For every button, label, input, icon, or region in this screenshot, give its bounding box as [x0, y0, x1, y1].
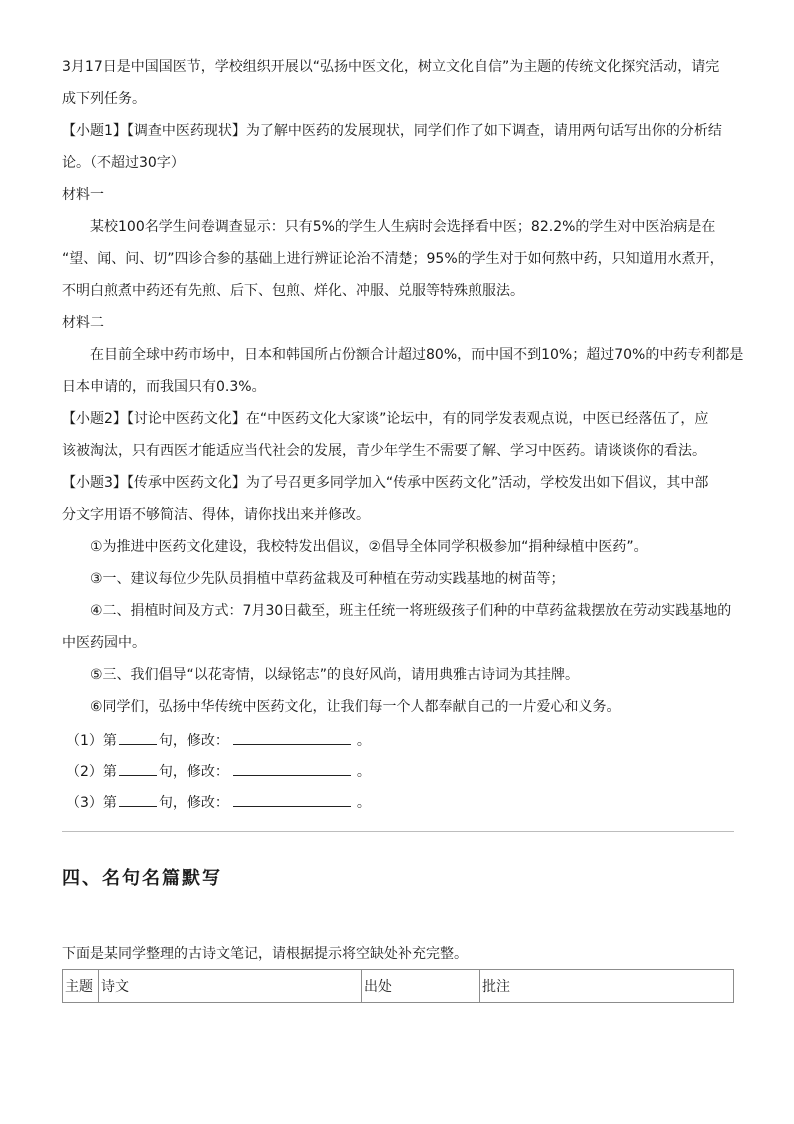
material-1-line-3: 不明白煎煮中药还有先煎、后下、包煎、烊化、冲服、兑服等特殊煎服法。: [62, 283, 524, 299]
header-theme: 主题: [63, 970, 99, 1003]
answer-line-2: [66, 761, 371, 782]
sentence-number-blank[interactable]: [119, 730, 157, 745]
header-source: 出处: [362, 970, 480, 1003]
poetry-notes-table: [62, 969, 734, 1003]
revision-blank[interactable]: [233, 730, 351, 745]
q3-sentence-3: ③一、建议每位少先队员捐植中草药盆栽及可种植在劳动实践基地的树苗等；: [90, 571, 565, 587]
material-1-line-1: 某校100名学生问卷调查显示：只有5%的学生人生病时会选择看中医；82.2%的学生对中医治病是在: [90, 219, 716, 235]
q3-sentence-6: ⑥同学们，弘扬中华传统中医药文化，让我们每一个人都奉献自己的一片爱心和义务。: [90, 699, 621, 715]
q2-line-2: 该被淘汰，只有西医才能适应当代社会的发展，青少年学生不需要了解、学习中医药。请谈谈你的看法。: [62, 443, 706, 459]
answer-number: （1）: [66, 733, 103, 749]
q3-sentence-5: ⑤三、我们倡导“以花寄情，以绿铭志”的良好风尚，请用典雅古诗词为其挂牌。: [90, 667, 580, 683]
answer-end: 。: [356, 795, 371, 811]
section-4-intro: 下面是某同学整理的古诗文笔记，请根据提示将空缺处补充完整。: [62, 946, 468, 962]
material-1-line-2: “望、闻、问、切”四诊合参的基础上进行辨证论治不清楚；95%的学生对于如何熬中药，只知道用水煮开，: [62, 251, 724, 267]
sentence-number-blank[interactable]: [119, 761, 157, 776]
answer-middle: 句，修改：: [158, 764, 229, 780]
q3-sentence-1-2: ①为推进中医药文化建设，我校特发出倡议，②倡导全体同学积极参加“捐种绿植中医药”。: [90, 539, 648, 555]
q3-sentence-4-line-2: 中医药园中。: [62, 635, 146, 651]
material-2-line-1: 在目前全球中药市场中，日本和韩国所占份额合计超过80%，而中国不到10%；超过70%的中药专利都是: [90, 347, 744, 363]
material-2-title: 材料二: [62, 315, 104, 331]
answer-prefix: 第: [102, 795, 117, 811]
answer-middle: 句，修改：: [158, 733, 229, 749]
q2-line-1: 【小题2】【讨论中医药文化】在“中医药文化大家谈”论坛中，有的同学发表观点说，中医已经落伍了，应: [62, 411, 709, 427]
q1-line-2: 论。（不超过30字）: [62, 155, 185, 171]
table-header-row: [63, 970, 734, 1003]
answer-line-3: [66, 792, 371, 813]
q3-line-1: 【小题3】【传承中医药文化】为了号召更多同学加入“传承中医药文化”活动，学校发出如下倡议，其中部: [62, 475, 709, 491]
answer-end: 。: [356, 733, 371, 749]
revision-blank[interactable]: [233, 761, 351, 776]
answer-end: 。: [356, 764, 371, 780]
material-1-title: 材料一: [62, 187, 104, 203]
answer-prefix: 第: [102, 733, 117, 749]
q3-sentence-4-line-1: ④二、捐植时间及方式：7月30日截至，班主任统一将班级孩子们种的中草药盆栽摆放在劳动实践基地的: [90, 603, 732, 619]
q3-line-2: 分文字用语不够简洁、得体，请你找出来并修改。: [62, 507, 370, 523]
intro-line-2: 成下列任务。: [62, 91, 146, 107]
answer-line-1: [66, 730, 371, 751]
intro-line-1: 3月17日是中国国医节，学校组织开展以“弘扬中医文化，树立文化自信”为主题的传统文化探究活动，请完: [62, 59, 720, 75]
section-divider: [62, 831, 734, 832]
answer-middle: 句，修改：: [158, 795, 229, 811]
q1-line-1: 【小题1】【调查中医药现状】为了解中医药的发展现状，同学们作了如下调查，请用两句话写出你的分析结: [62, 123, 722, 139]
sentence-number-blank[interactable]: [119, 792, 157, 807]
answer-prefix: 第: [102, 764, 117, 780]
material-2-line-2: 日本申请的，而我国只有0.3%。: [62, 379, 266, 395]
answer-number: （3）: [66, 795, 103, 811]
header-annotation: 批注: [480, 970, 734, 1003]
answer-number: （2）: [66, 764, 103, 780]
header-poem-text: 诗文: [99, 970, 362, 1003]
revision-blank[interactable]: [233, 792, 351, 807]
section-4-title: 四、名句名篇默写: [62, 868, 222, 889]
